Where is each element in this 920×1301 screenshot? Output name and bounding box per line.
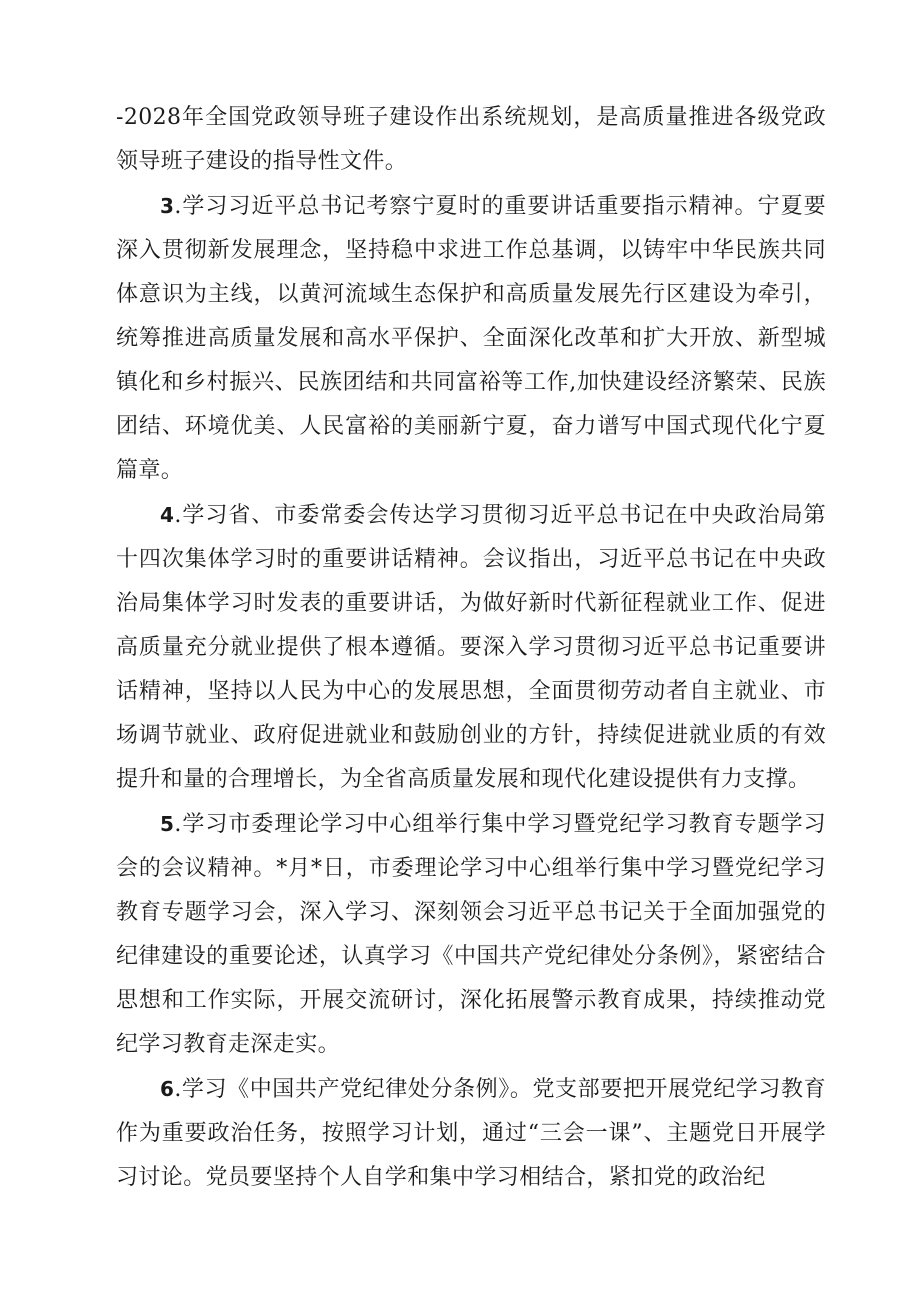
paragraph-item-3 xyxy=(116,184,826,493)
paragraph-text: .学习省、市委常委会传达学习贯彻习近平总书记在中央政治局第十四次集体学习时的重要讲话精神。会议指出，习近平总书记在中央政治局集体学习时发表的重要讲话，为做好新时代新征程就业工作、促进高质量充分就业提供了根本遵循。要深入学习贯彻习近平总书记重要讲话精神，坚持以人民为中心的发展思想，全面贯彻劳动者自主就业、市场调节就业、政府促进就业和鼓励创业的方针，持续促进就业质的有效提升和量的合理增长，为全省高质量发展和现代化建设提供有力支撑。 xyxy=(116,503,826,792)
paragraph-number: 3 xyxy=(160,194,175,218)
paragraph-number: 5 xyxy=(160,812,175,836)
paragraph-text: .学习《中国共产党纪律处分条例》。党支部要把开展党纪学习教育作为重要政治任务，按照学习计划，通过“三会一课”、主题党日开展学习讨论。党员要坚持个人自学和集中学习相结合，紧扣党的政治纪 xyxy=(116,1077,826,1190)
paragraph-number: 6 xyxy=(160,1077,175,1101)
paragraph-item-6 xyxy=(116,1067,826,1200)
paragraph-text: .学习习近平总书记考察宁夏时的重要讲话重要指示精神。宁夏要深入贯彻新发展理念，坚持稳中求进工作总基调，以铸牢中华民族共同体意识为主线，以黄河流域生态保护和高质量发展先行区建设为牵引，统筹推进高质量发展和高水平保护、全面深化改革和扩大开放、新型城镇化和乡村振兴、民族团结和共同富裕等工作,加快建设经济繁荣、民族团结、环境优美、人民富裕的美丽新宁夏，奋力谱写中国式现代化宁夏篇章。 xyxy=(116,194,826,483)
paragraph-number: 4 xyxy=(160,503,175,527)
paragraph-item-5 xyxy=(116,802,826,1067)
paragraph-text: .学习市委理论学习中心组举行集中学习暨党纪学习教育专题学习会的会议精神。*月*日，市委理论学习中心组举行集中学习暨党纪学习教育专题学习会，深入学习、深刻领会习近平总书记关于全面加强党的纪律建设的重要论述，认真学习《中国共产党纪律处分条例》，紧密结合思想和工作实际，开展交流研讨，深化拓展警示教育成果，持续推动党纪学习教育走深走实。 xyxy=(116,812,826,1057)
paragraph-continuation xyxy=(116,96,826,184)
paragraph-item-4 xyxy=(116,493,826,802)
paragraph-text: -2028年全国党政领导班子建设作出系统规划，是高质量推进各级党政领导班子建设的指导性文件。 xyxy=(116,105,826,174)
document-body xyxy=(116,96,826,1200)
